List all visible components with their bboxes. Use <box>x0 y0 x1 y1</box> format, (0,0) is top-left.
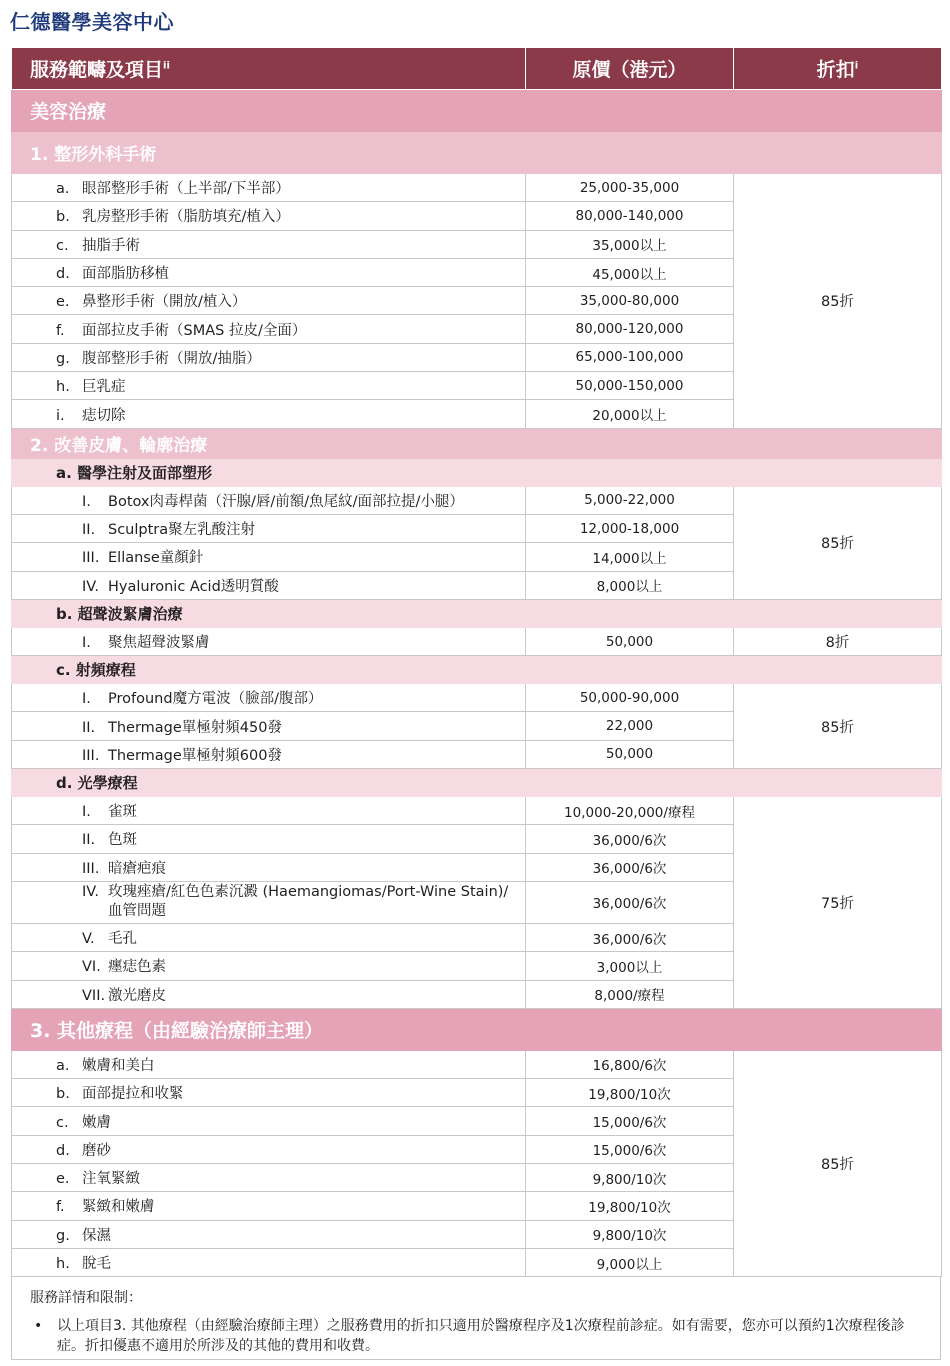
item-name: I. 聚焦超聲波緊膚 <box>12 627 526 655</box>
header-service: 服務範疇及項目$^{ii}$ <box>12 48 526 90</box>
discount-sub-d: 75折 <box>734 797 942 1009</box>
item-price: 8,000以上 <box>526 571 734 599</box>
item-name: IV. 玫瑰痤瘡/紅色色素沉澱 (Haemangiomas/Port-Wine Stain)/ 血管問題 <box>12 881 526 923</box>
item-name: b. 面部提拉和收緊 <box>12 1079 526 1107</box>
item-price: 10,000-20,000/療程 <box>526 797 734 825</box>
item-name: b. 乳房整形手術（脂肪填充/植入） <box>12 202 526 230</box>
item-price: 45,000以上 <box>526 258 734 286</box>
item-name: e. 注氧緊緻 <box>12 1164 526 1192</box>
item-price: 8,000/療程 <box>526 980 734 1008</box>
notes-title: 服務詳情和限制： <box>30 1290 142 1306</box>
item-price: 80,000-140,000 <box>526 202 734 230</box>
item-name: d. 磨砂 <box>12 1135 526 1163</box>
item-name: III. Ellanse童顏針 <box>12 543 526 571</box>
item-price: 19,800/10次 <box>526 1192 734 1220</box>
item-name: f. 面部拉皮手術（SMAS 拉皮/全面） <box>12 315 526 343</box>
item-price: 15,000/6次 <box>526 1135 734 1163</box>
table-header <box>12 48 942 90</box>
item-name: I. Profound魔方電波（臉部/腹部） <box>12 684 526 712</box>
item-name: g. 保濕 <box>12 1220 526 1248</box>
item-name: II. Thermage單極射頻450發 <box>12 712 526 740</box>
item-name: h. 脫毛 <box>12 1248 526 1276</box>
bullet-icon: • <box>34 1318 43 1334</box>
item-name: a. 嫩膚和美白 <box>12 1050 526 1078</box>
item-price: 36,000/6次 <box>526 825 734 853</box>
item-name: a. 眼部整形手術（上半部/下半部） <box>12 174 526 202</box>
service-notes <box>11 1276 941 1360</box>
discount-cat3: 85折 <box>734 1050 942 1276</box>
item-name: III. Thermage單極射頻600發 <box>12 740 526 768</box>
section-beauty: 美容治療 <box>12 90 942 132</box>
item-name: I. Botox肉毒桿菌（汗腺/唇/前額/魚尾紋/面部拉提/小腿） <box>12 486 526 514</box>
category-other-treatments: 3. 其他療程（由經驗治療師主理） <box>12 1008 942 1050</box>
table-row <box>12 486 942 514</box>
item-price: 9,800/10次 <box>526 1220 734 1248</box>
item-name: I. 雀斑 <box>12 797 526 825</box>
item-price: 36,000/6次 <box>526 881 734 923</box>
item-price: 50,000 <box>526 627 734 655</box>
discount-sub-c: 85折 <box>734 684 942 769</box>
item-price: 16,800/6次 <box>526 1050 734 1078</box>
header-price: 原價（港元） <box>526 48 734 90</box>
category-skin-contour: 2. 改善皮膚、輪廓治療 <box>12 428 942 458</box>
item-name: e. 鼻整形手術（開放/植入） <box>12 287 526 315</box>
subcategory-radiofrequency: c. 射頻療程 <box>12 656 942 684</box>
item-price: 12,000-18,000 <box>526 514 734 542</box>
item-price: 36,000/6次 <box>526 853 734 881</box>
item-name: c. 抽脂手術 <box>12 230 526 258</box>
item-name: i. 痣切除 <box>12 400 526 428</box>
table-row <box>12 174 942 202</box>
table-row <box>12 627 942 655</box>
item-name: V. 毛孔 <box>12 923 526 951</box>
item-price: 80,000-120,000 <box>526 315 734 343</box>
table-row <box>12 1050 942 1078</box>
item-price: 35,000以上 <box>526 230 734 258</box>
item-price: 5,000-22,000 <box>526 486 734 514</box>
item-name: f. 緊緻和嫩膚 <box>12 1192 526 1220</box>
subcategory-optical: d. 光學療程 <box>12 769 942 797</box>
item-price: 9,800/10次 <box>526 1164 734 1192</box>
item-price: 14,000以上 <box>526 543 734 571</box>
item-price: 15,000/6次 <box>526 1107 734 1135</box>
note-text: 以上項目3. 其他療程（由經驗治療師主理）之服務費用的折扣只適用於醫療程序及1次療程前診症。如有需要，您亦可以預約1次療程後診症。折扣優惠不適用於所涉及的其他的費用和收費。 <box>57 1318 905 1354</box>
discount-cat1: 85折 <box>734 174 942 429</box>
header-discount: 折扣$^i$ <box>734 48 942 90</box>
item-name: VI. 癦痣色素 <box>12 952 526 980</box>
item-price: 19,800/10次 <box>526 1079 734 1107</box>
item-price: 20,000以上 <box>526 400 734 428</box>
item-name: d. 面部脂肪移植 <box>12 258 526 286</box>
item-name: II. Sculptra聚左乳酸注射 <box>12 514 526 542</box>
subcategory-ultrasound: b. 超聲波緊膚治療 <box>12 599 942 627</box>
discount-sub-b: 8折 <box>734 627 942 655</box>
note-item <box>30 1316 922 1356</box>
price-table <box>11 47 942 1277</box>
item-name: c. 嫩膚 <box>12 1107 526 1135</box>
item-price: 50,000-90,000 <box>526 684 734 712</box>
item-name: II. 色斑 <box>12 825 526 853</box>
item-price: 50,000 <box>526 740 734 768</box>
item-price: 3,000以上 <box>526 952 734 980</box>
item-name: IV. Hyaluronic Acid透明質酸 <box>12 571 526 599</box>
item-name: VII. 激光磨皮 <box>12 980 526 1008</box>
page-title: 仁德醫學美容中心 <box>10 10 174 34</box>
item-name: III. 暗瘡疤痕 <box>12 853 526 881</box>
item-price: 36,000/6次 <box>526 923 734 951</box>
category-plastic-surgery: 1. 整形外科手術 <box>12 132 942 174</box>
item-price: 35,000-80,000 <box>526 287 734 315</box>
item-name: g. 腹部整形手術（開放/抽脂） <box>12 343 526 371</box>
table-row <box>12 797 942 825</box>
item-price: 9,000以上 <box>526 1248 734 1276</box>
item-price: 22,000 <box>526 712 734 740</box>
item-name: h. 巨乳症 <box>12 372 526 400</box>
discount-sub-a: 85折 <box>734 486 942 599</box>
subcategory-injection: a. 醫學注射及面部塑形 <box>12 458 942 486</box>
item-price: 65,000-100,000 <box>526 343 734 371</box>
item-price: 50,000-150,000 <box>526 372 734 400</box>
item-price: 25,000-35,000 <box>526 174 734 202</box>
table-row <box>12 684 942 712</box>
